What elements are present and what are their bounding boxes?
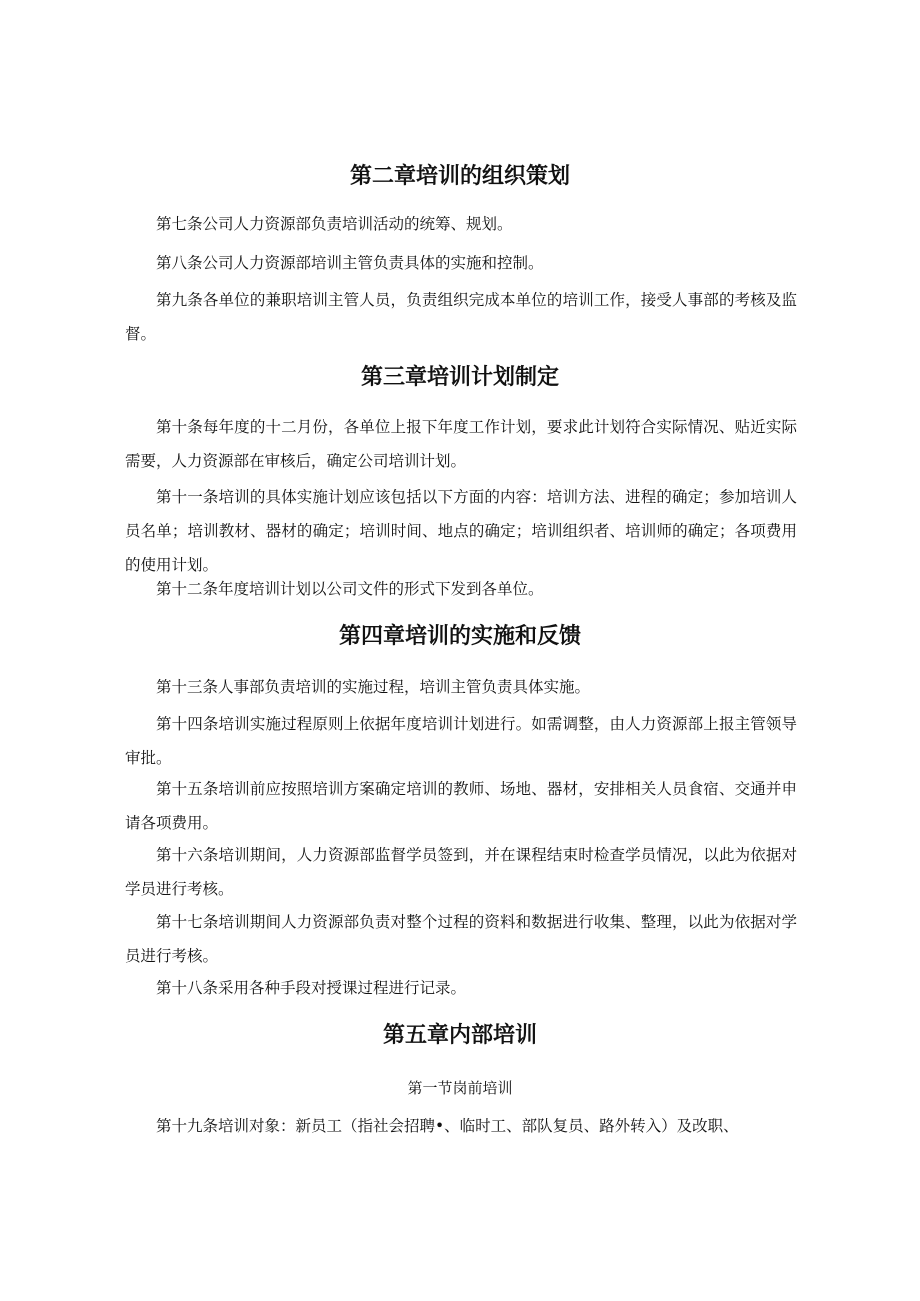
article-11: 第十一条培训的具体实施计划应该包括以下方面的内容：培训方法、进程的确定；参加培训人员名单；培训教材、器材的确定；培训时间、地点的确定；培训组织者、培训师的确定；各项费用的使用计划。 [125,488,797,574]
article-15: 第十五条培训前应按照培训方案确定培训的教师、场地、器材，安排相关人员食宿、交通并申请各项费用。 [125,780,797,832]
article-18: 第十八条采用各种手段对授课过程进行记录。 [156,979,467,997]
article-12: 第十二条年度培训计划以公司文件的形式下发到各单位。 [156,580,544,598]
article-16: 第十六条培训期间，人力资源部监督学员签到，并在课程结束时检查学员情况，以此为依据对学员进行考核。 [125,846,797,898]
article-17: 第十七条培训期间人力资源部负责对整个过程的资料和数据进行收集、整理，以此为依据对学员进行考核。 [125,913,797,965]
section-heading: 第一节岗前培训 [407,1079,513,1097]
article-19: 第十九条培训对象：新员工（指社会招聘•、临时工、部队复员、路外转入）及改职、 [156,1117,739,1135]
chapter-4-heading: 第四章培训的实施和反馈 [338,624,581,649]
article-9: 第九条各单位的兼职培训主管人员，负责组织完成本单位的培训工作，接受人事部的考核及监督。 [125,291,797,343]
chapter-2-heading: 第二章培训的组织策划 [349,164,570,189]
article-8: 第八条公司人力资源部培训主管负责具体的实施和控制。 [156,254,544,272]
article-13: 第十三条人事部负责培训的实施过程，培训主管负责具体实施。 [156,678,591,696]
chapter-3-heading: 第三章培训计划制定 [360,365,559,390]
article-14: 第十四条培训实施过程原则上依据年度培训计划进行。如需调整，由人力资源部上报主管领导审批。 [125,715,797,767]
article-10: 第十条每年度的十二月份，各单位上报下年度工作计划，要求此计划符合实际情况、贴近实际需要，人力资源部在审核后，确定公司培训计划。 [125,418,797,470]
chapter-5-heading: 第五章内部培训 [382,1023,537,1048]
article-7: 第七条公司人力资源部负责培训活动的统筹、规划。 [156,215,513,233]
